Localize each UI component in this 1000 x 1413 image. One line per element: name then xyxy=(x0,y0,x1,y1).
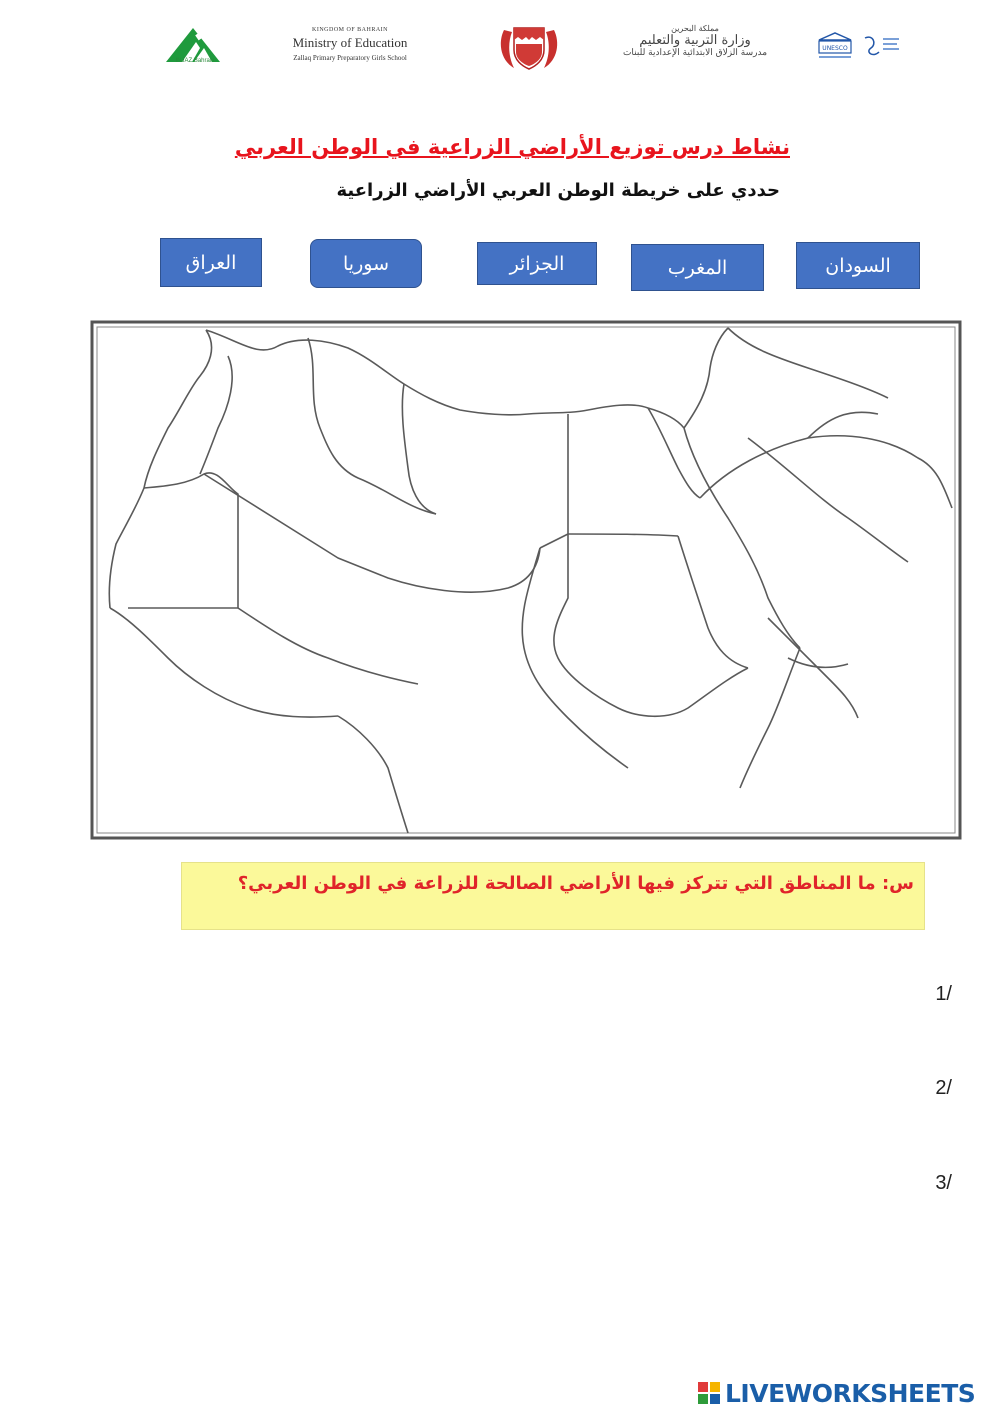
page-title: نشاط درس توزيع الأراضي الزراعية في الوطن العربي xyxy=(234,135,790,159)
answer-2-input[interactable] xyxy=(181,1074,920,1106)
answer-2-label: 2/ xyxy=(935,1077,952,1099)
injaz-logo xyxy=(160,22,226,72)
arab-world-map[interactable] xyxy=(88,318,964,842)
liveworksheets-logo xyxy=(697,1378,975,1408)
school-arabic-label: مدرسة الزلاق الابتدائية الإعدادية للبنات xyxy=(622,48,768,58)
country-label-algeria[interactable]: الجزائر xyxy=(477,242,597,285)
answer-3-label: 3/ xyxy=(935,1172,952,1194)
ministry-arabic-logo xyxy=(605,24,785,58)
liveworksheets-brand: LIVEWORKSHEETS xyxy=(725,1378,976,1408)
country-label-sudan[interactable]: السودان xyxy=(796,242,920,289)
unesco-label: UNESCO xyxy=(822,45,848,52)
ministry-label: Ministry of Education xyxy=(292,35,408,50)
country-label-morocco[interactable]: المغرب xyxy=(631,244,764,291)
liveworksheets-icon xyxy=(697,1381,721,1405)
answer-3-input[interactable] xyxy=(181,1169,920,1201)
question-box: س: ما المناطق التي تتركز فيها الأراضي الصالحة للزراعة في الوطن العربي؟ xyxy=(181,862,925,930)
answer-1-input[interactable] xyxy=(181,980,920,1012)
instruction-text: حددي على خريطة الوطن العربي الأراضي الزراعية xyxy=(336,180,780,201)
unesco-logo xyxy=(815,30,903,64)
ministry-of-education-logo xyxy=(260,27,440,62)
kingdom-label: KINGDOM OF BAHRAIN xyxy=(311,27,388,33)
ministry-arabic-label: وزارة التربية والتعليم xyxy=(639,33,751,48)
answer-1-label: 1/ xyxy=(935,983,952,1005)
school-label: Zallaq Primary Preparatory Girls School xyxy=(293,54,407,62)
kingdom-arabic-label: مملكة البحرين xyxy=(671,24,719,33)
bahrain-crest-icon xyxy=(494,22,564,74)
country-label-iraq[interactable]: العراق xyxy=(160,238,262,287)
injaz-caption: INJAZ Bahrain xyxy=(175,58,215,64)
country-label-syria[interactable]: سوريا xyxy=(310,239,422,288)
